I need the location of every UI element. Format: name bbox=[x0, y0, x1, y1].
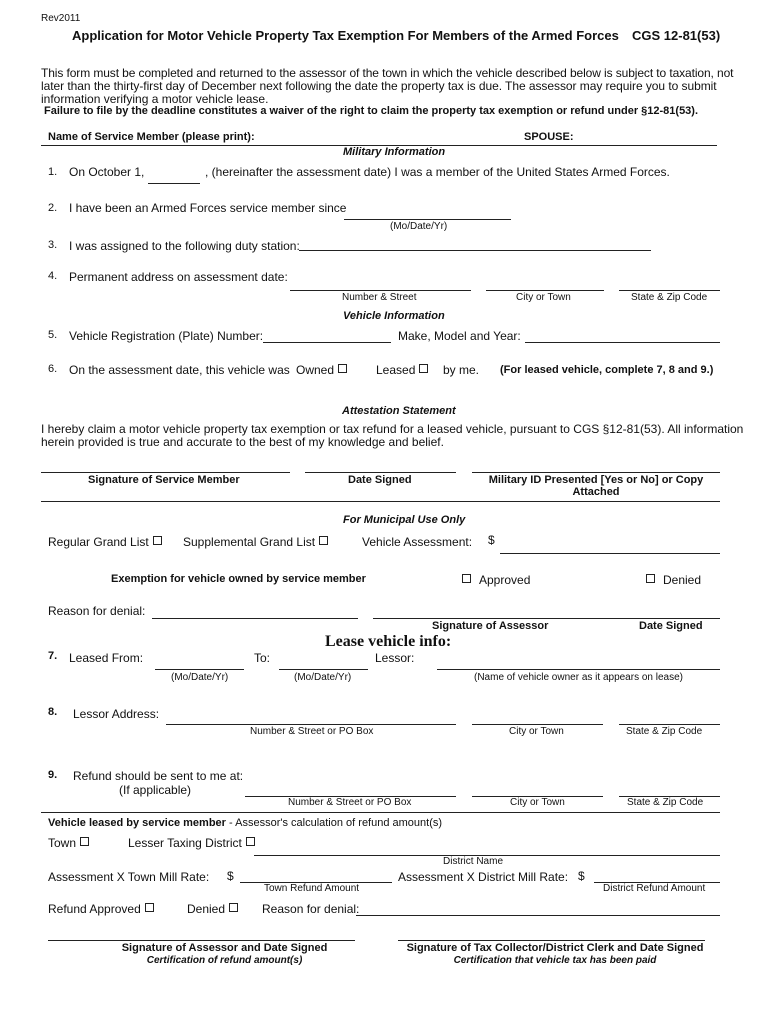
item-8-number: 8. bbox=[48, 706, 58, 718]
if-applicable-label: (If applicable) bbox=[119, 783, 192, 797]
permanent-street-caption: Number & Street bbox=[342, 292, 417, 303]
refund-denied-checkbox[interactable] bbox=[229, 903, 238, 912]
refund-state-caption: State & Zip Code bbox=[627, 797, 704, 808]
date-signed-field[interactable] bbox=[305, 472, 456, 473]
district-mill-rate-label: Assessment X District Mill Rate: bbox=[398, 870, 569, 884]
military-id-label: Military ID Presented [Yes or No] or Copy Attached bbox=[488, 474, 704, 498]
make-model-field[interactable] bbox=[525, 342, 720, 343]
permanent-city-field[interactable] bbox=[486, 290, 604, 291]
assessor-signature-field[interactable] bbox=[373, 618, 720, 619]
district-dollar-sign: $ bbox=[578, 869, 585, 883]
lessor-street-field[interactable] bbox=[166, 724, 456, 725]
approved-label: Approved bbox=[479, 573, 531, 587]
district-name-caption: District Name bbox=[443, 856, 504, 867]
refund-calculation-heading: Vehicle leased by service member - Assessor's calculation of refund amount(s) bbox=[48, 817, 443, 829]
form-title: Application for Motor Vehicle Property Tax Exemption For Members of the Armed Forces bbox=[72, 28, 619, 43]
vehicle-info-heading: Vehicle Information bbox=[343, 310, 445, 322]
owned-option[interactable] bbox=[296, 363, 347, 377]
item-1-label: On October 1, bbox=[69, 165, 145, 179]
lesser-district-label: Lesser Taxing District bbox=[128, 836, 242, 850]
permanent-street-field[interactable] bbox=[290, 290, 471, 291]
attestation-heading: Attestation Statement bbox=[342, 405, 456, 417]
municipal-heading: For Municipal Use Only bbox=[343, 514, 466, 526]
attestation-line-1: I hereby claim a motor vehicle property tax exemption or tax refund for a leased vehicle, pursuant to CGS §12-81(53). All information bbox=[41, 422, 744, 436]
vehicle-assessment-dollar: $ bbox=[488, 533, 495, 547]
denied-label: Denied bbox=[663, 573, 702, 587]
military-info-heading: Military Information bbox=[343, 146, 446, 158]
item-4-number: 4. bbox=[48, 270, 58, 282]
lessor-street-caption: Number & Street or PO Box bbox=[250, 726, 374, 737]
refund-reason-label: Reason for denial: bbox=[262, 902, 360, 916]
item-6-number: 6. bbox=[48, 363, 58, 375]
supplemental-grand-list-label: Supplemental Grand List bbox=[183, 535, 316, 549]
service-since-caption: (Mo/Date/Yr) bbox=[390, 221, 448, 232]
intro-line-3: information verifying a motor vehicle lease. bbox=[41, 92, 269, 106]
lesser-district-checkbox[interactable] bbox=[246, 837, 255, 846]
leased-from-field[interactable] bbox=[155, 669, 244, 670]
lessor-label: Lessor: bbox=[375, 651, 415, 665]
leased-label: Leased bbox=[376, 363, 416, 377]
leased-vehicle-note: (For leased vehicle, complete 7, 8 and 9.) bbox=[500, 364, 714, 376]
town-label: Town bbox=[48, 836, 77, 850]
refund-certification-label: Certification of refund amount(s) bbox=[146, 955, 303, 966]
item-1-statement: , (hereinafter the assessment date) I was a member of the United States Armed Forces. bbox=[205, 165, 670, 179]
leased-from-caption: (Mo/Date/Yr) bbox=[171, 672, 229, 683]
refund-denied-option[interactable] bbox=[187, 902, 238, 916]
refund-street-caption: Number & Street or PO Box bbox=[288, 797, 412, 808]
refund-city-caption: City or Town bbox=[510, 797, 565, 808]
reason-for-denial-field[interactable] bbox=[152, 618, 358, 619]
date-signed-label: Date Signed bbox=[348, 474, 412, 486]
assessor-date-label: Date Signed bbox=[639, 620, 703, 632]
service-member-signature-field[interactable] bbox=[41, 472, 290, 473]
approved-option[interactable] bbox=[462, 573, 530, 587]
approved-checkbox[interactable] bbox=[462, 574, 471, 583]
lessor-address-label: Lessor Address: bbox=[73, 707, 160, 721]
service-since-field[interactable] bbox=[344, 219, 511, 220]
leased-option[interactable] bbox=[376, 363, 428, 377]
service-member-signature-label: Signature of Service Member bbox=[88, 474, 240, 486]
item-3-number: 3. bbox=[48, 239, 58, 251]
assessment-year-field[interactable] bbox=[148, 183, 200, 184]
statute-label: CGS 12-81(53) bbox=[632, 28, 721, 43]
lessor-caption: (Name of vehicle owner as it appears on lease) bbox=[474, 672, 683, 683]
refund-approved-label: Refund Approved bbox=[48, 902, 141, 916]
item-3-label: I was assigned to the following duty station: bbox=[69, 239, 300, 253]
collector-signature-label: Signature of Tax Collector/District Clerk and Date Signed bbox=[406, 942, 704, 954]
military-id-field[interactable] bbox=[472, 472, 720, 473]
regular-grand-list-checkbox[interactable] bbox=[153, 536, 162, 545]
denied-checkbox[interactable] bbox=[646, 574, 655, 583]
item-5-number: 5. bbox=[48, 329, 58, 341]
tax-paid-certification-label: Certification that vehicle tax has been paid bbox=[453, 955, 657, 966]
refund-address-label: Refund should be sent to me at: bbox=[73, 769, 244, 783]
item-1-number: 1. bbox=[48, 166, 58, 178]
town-checkbox[interactable] bbox=[80, 837, 89, 846]
supplemental-grand-list-checkbox[interactable] bbox=[319, 536, 328, 545]
regular-grand-list-label: Regular Grand List bbox=[48, 535, 149, 549]
permanent-state-field[interactable] bbox=[619, 290, 720, 291]
leased-checkbox[interactable] bbox=[419, 364, 428, 373]
make-model-label: Make, Model and Year: bbox=[398, 329, 521, 343]
owned-label: Owned bbox=[296, 363, 335, 377]
spouse-label: SPOUSE: bbox=[524, 131, 574, 143]
exemption-label: Exemption for vehicle owned by service member bbox=[111, 573, 366, 585]
duty-station-field[interactable] bbox=[299, 250, 651, 251]
lease-info-heading: Lease vehicle info: bbox=[325, 633, 452, 650]
lesser-district-option[interactable] bbox=[128, 836, 255, 850]
permanent-state-caption: State & Zip Code bbox=[631, 292, 708, 303]
refund-denied-label: Denied bbox=[187, 902, 226, 916]
town-refund-caption: Town Refund Amount bbox=[264, 883, 360, 894]
assessor-final-signature-label: Signature of Assessor and Date Signed bbox=[121, 942, 328, 954]
item-9-number: 9. bbox=[48, 769, 58, 781]
item-2-label: I have been an Armed Forces service member since bbox=[69, 201, 347, 215]
item-5-label: Vehicle Registration (Plate) Number: bbox=[69, 329, 264, 343]
intro-line-2: later than the thirty-first day of December next following the date the property tax is due. The assessor may require you to submit bbox=[41, 79, 717, 93]
item-2-number: 2. bbox=[48, 202, 58, 214]
deadline-warning: Failure to file by the deadline constitutes a waiver of the right to claim the property tax exemption or refund under §12-81(53). bbox=[44, 105, 699, 117]
lessor-city-field[interactable] bbox=[472, 724, 603, 725]
plate-number-field[interactable] bbox=[263, 342, 391, 343]
collector-signature-field[interactable] bbox=[398, 940, 705, 941]
denied-option[interactable] bbox=[646, 573, 701, 587]
lessor-field[interactable] bbox=[437, 669, 720, 670]
leased-to-field[interactable] bbox=[279, 669, 368, 670]
town-option[interactable] bbox=[48, 836, 89, 850]
refund-approved-checkbox[interactable] bbox=[145, 903, 154, 912]
attestation-line-2: herein provided is true and accurate to the best of my knowledge and belief. bbox=[41, 435, 444, 449]
by-me-label: by me. bbox=[443, 363, 480, 377]
permanent-city-caption: City or Town bbox=[516, 292, 571, 303]
lessor-state-caption: State & Zip Code bbox=[626, 726, 703, 737]
item-4-label: Permanent address on assessment date: bbox=[69, 270, 288, 284]
reason-for-denial-label: Reason for denial: bbox=[48, 604, 146, 618]
owned-checkbox[interactable] bbox=[338, 364, 347, 373]
vehicle-assessment-field[interactable] bbox=[500, 553, 720, 554]
district-refund-caption: District Refund Amount bbox=[603, 883, 706, 894]
item-7-number: 7. bbox=[48, 650, 58, 662]
assessor-final-signature-field[interactable] bbox=[48, 940, 355, 941]
lease-divider bbox=[41, 812, 720, 813]
lessor-state-field[interactable] bbox=[619, 724, 720, 725]
lessor-city-caption: City or Town bbox=[509, 726, 564, 737]
supplemental-grand-list-option[interactable] bbox=[183, 535, 328, 549]
town-dollar-sign: $ bbox=[227, 869, 234, 883]
leased-to-label: To: bbox=[254, 651, 271, 665]
refund-reason-field[interactable] bbox=[356, 915, 720, 916]
town-mill-rate-label: Assessment X Town Mill Rate: bbox=[48, 870, 210, 884]
attestation-divider bbox=[41, 501, 720, 502]
revision-label: Rev2011 bbox=[41, 13, 81, 24]
intro-line-1: This form must be completed and returned to the assessor of the town in which the vehicle described below is subject to taxation, not bbox=[41, 66, 734, 80]
regular-grand-list-option[interactable] bbox=[48, 535, 162, 549]
assessor-signature-label: Signature of Assessor bbox=[432, 620, 549, 632]
leased-from-label: Leased From: bbox=[69, 651, 144, 665]
service-member-name-label: Name of Service Member (please print): bbox=[48, 131, 255, 143]
leased-to-caption: (Mo/Date/Yr) bbox=[294, 672, 352, 683]
vehicle-assessment-label: Vehicle Assessment: bbox=[362, 535, 473, 549]
item-6-label: On the assessment date, this vehicle was bbox=[69, 363, 290, 377]
refund-approved-option[interactable] bbox=[48, 902, 154, 916]
